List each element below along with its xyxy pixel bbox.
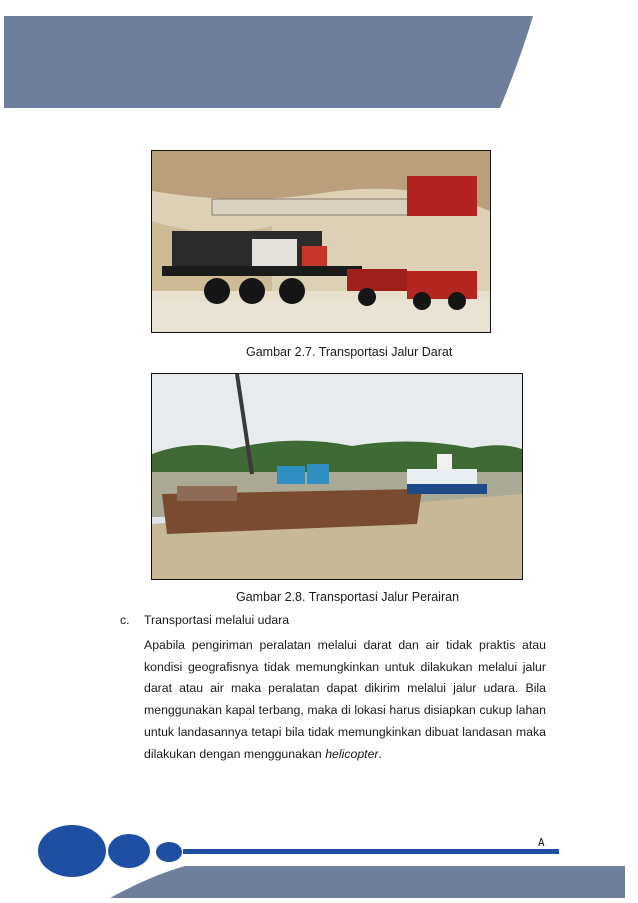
body-paragraph [144,635,546,765]
footer-band [0,858,638,903]
body-text: Apabila pengiriman peralatan melalui darat dan air tidak praktis atau kondisi geografisnya tidak memungkinkan untuk dilakukan melalui jalur darat atau air maka peralatan dapat dikirim melalui jalur udara. Bila menggunakan kapal terbang, maka di lokasi harus disiapkan cukup lahan untuk landasannya tetapi bila tidak memungkinkan dibuat landasan maka dilakukan dengan menggunakan [144,638,546,761]
section-title: Transportasi melalui udara [144,613,290,627]
figure-caption-2-7: Gambar 2.7. Transportasi Jalur Darat [246,345,453,359]
figure-caption-2-8: Gambar 2.8. Transportasi Jalur Perairan [236,590,460,604]
body-end: . [378,746,382,761]
list-marker: c. [120,613,130,627]
header-band [0,0,638,112]
footer-rule [183,849,559,854]
water-transport-photo [151,373,523,580]
body-italic-term: helicopter [325,746,379,761]
page-marker: A [538,836,545,849]
land-transport-photo [151,150,491,333]
